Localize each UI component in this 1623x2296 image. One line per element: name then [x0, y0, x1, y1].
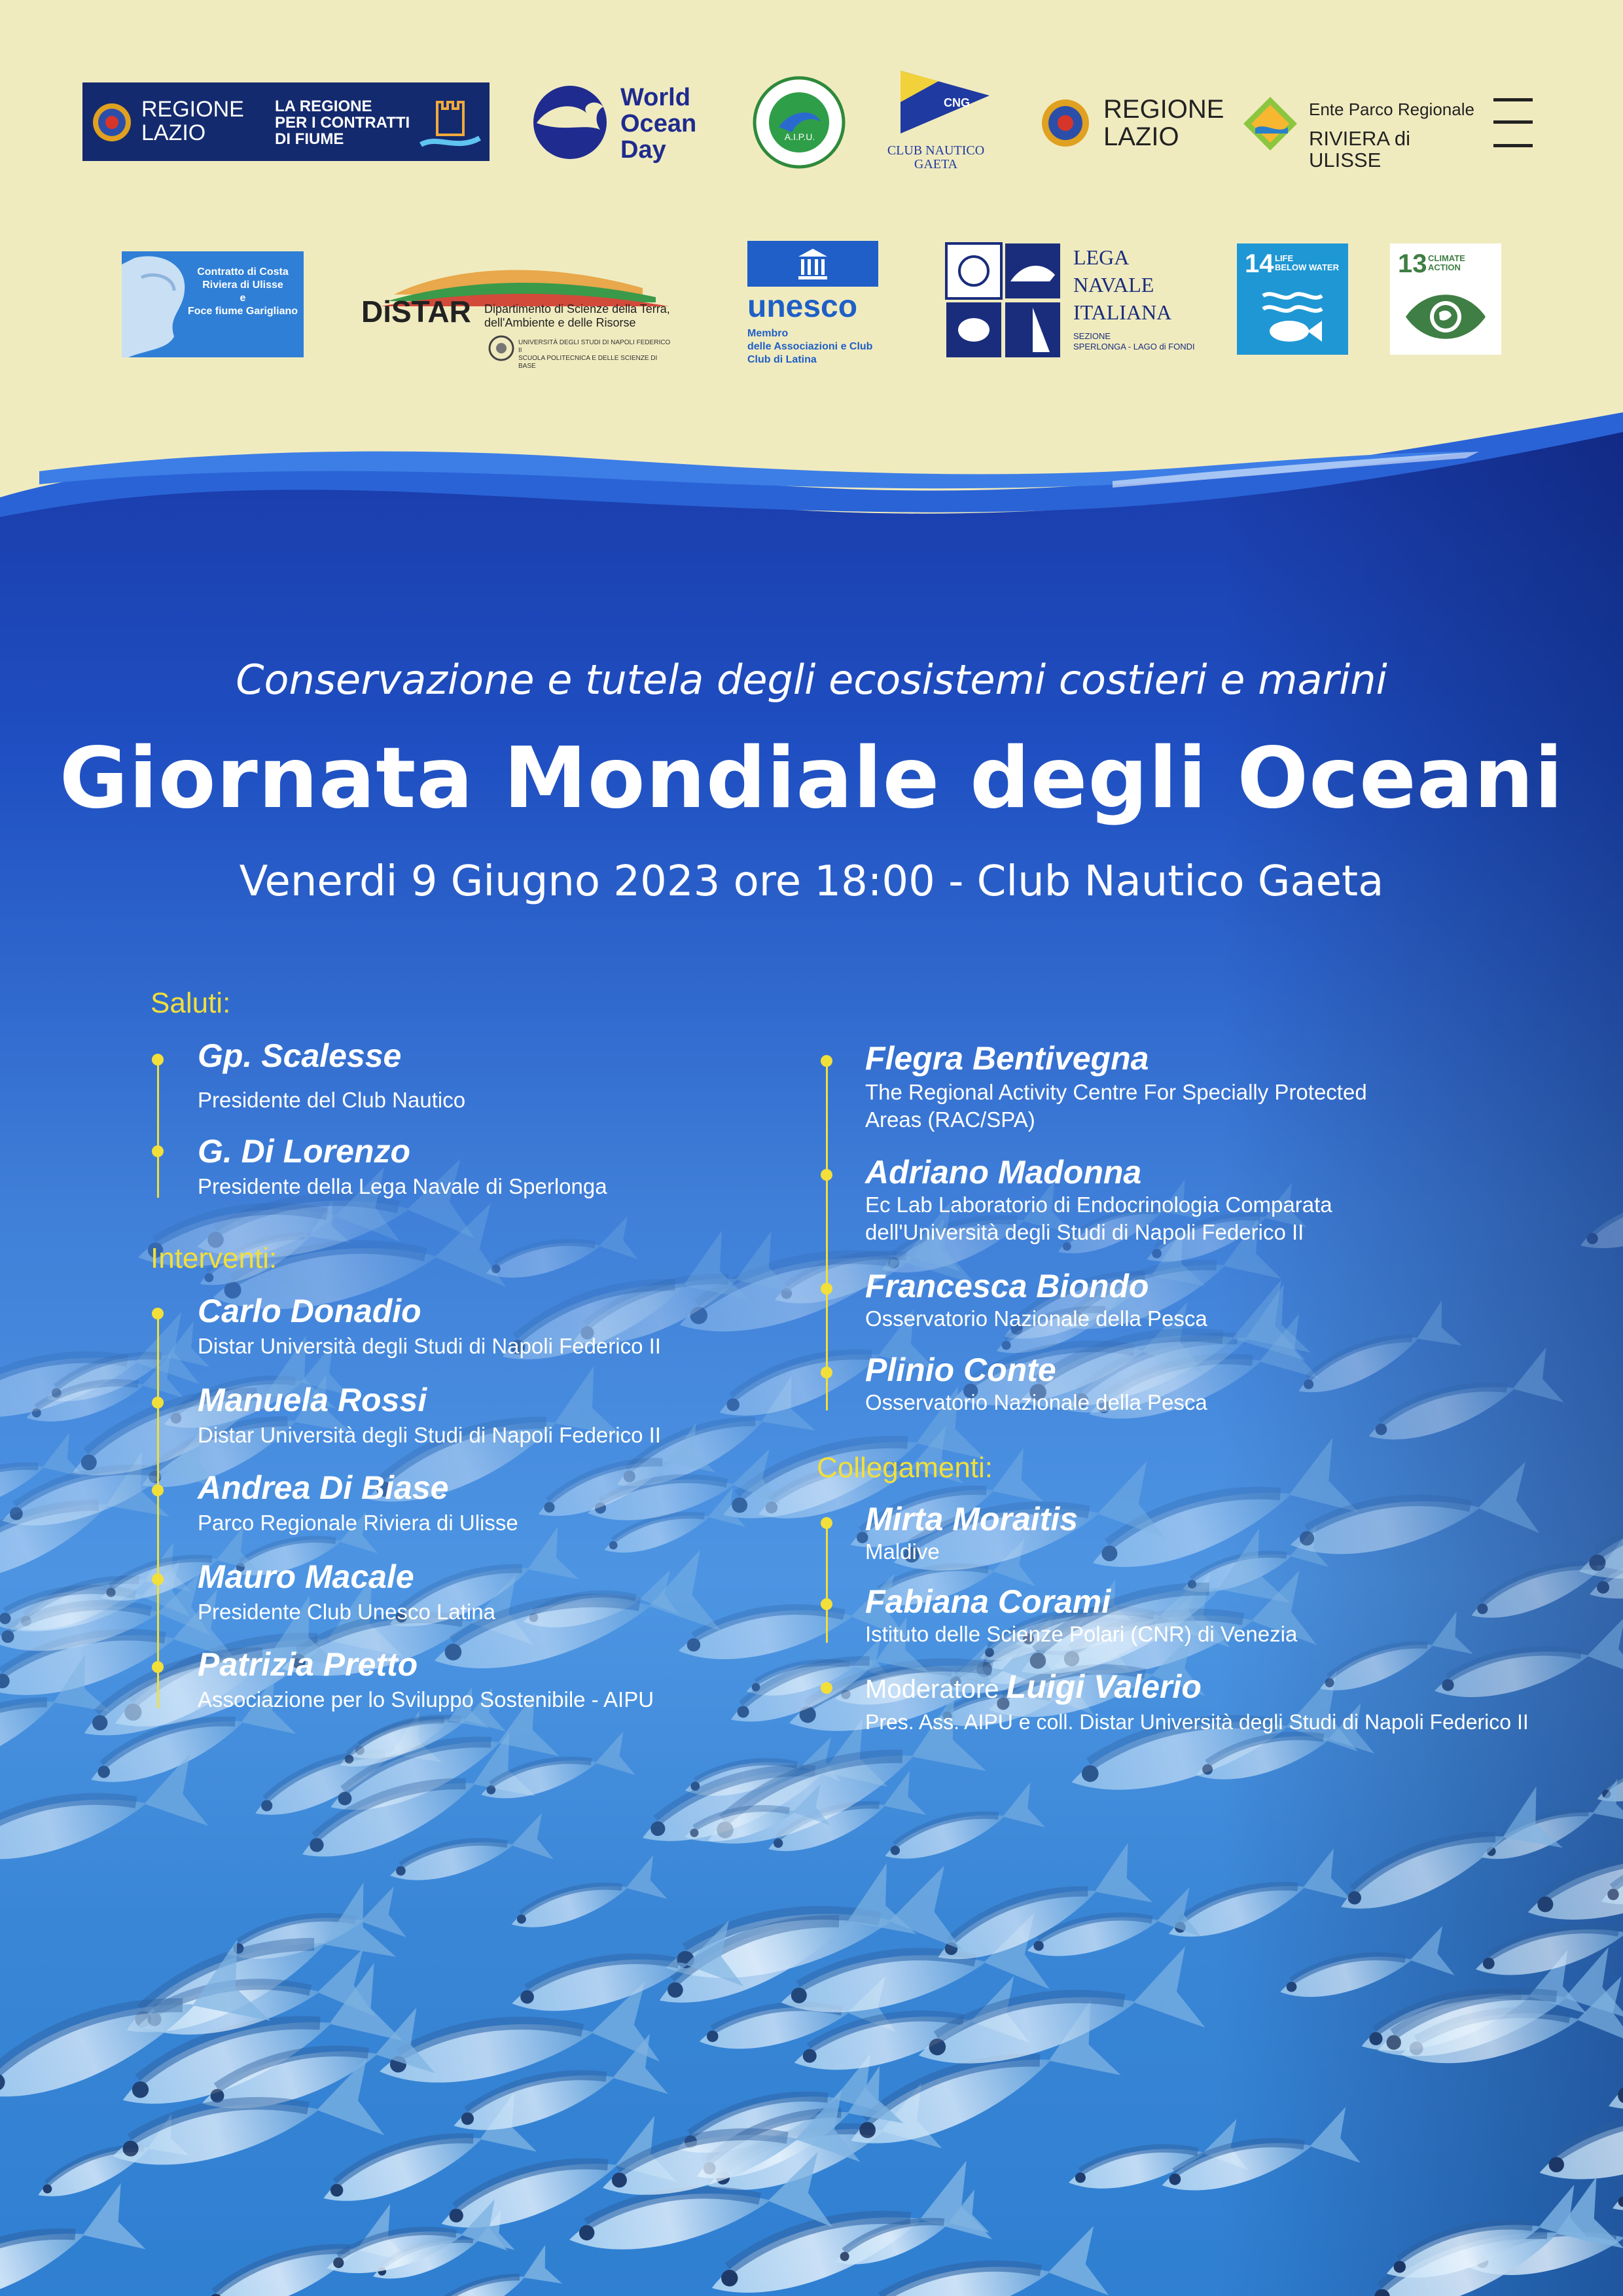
regione-lazio-logo-text: REGIONE LAZIO — [1103, 95, 1224, 151]
club-nautico-caption: CLUB NAUTICO GAETA — [887, 143, 985, 171]
speaker-name: G. Di Lorenzo — [198, 1133, 410, 1170]
interventi-right-timeline — [826, 1060, 828, 1410]
speaker-role: Istituto delle Scienze Polari (CNR) di Venezia — [865, 1622, 1298, 1646]
contratto-costa-logo — [122, 251, 304, 357]
club-nautico-gaeta-logo — [883, 69, 988, 175]
moderator-name: Luigi Valerio — [1006, 1668, 1202, 1705]
section-collegamenti: Collegamenti: — [817, 1452, 993, 1484]
speaker-name: Adriano Madonna — [865, 1154, 1142, 1191]
timeline-dot — [821, 1283, 832, 1295]
event-title: Giornata Mondiale degli Oceani — [59, 730, 1564, 827]
speaker-role: Distar Università degli Studi di Napoli Federico II — [198, 1423, 661, 1447]
saluti-timeline — [157, 1054, 159, 1198]
moderator-prefix: Moderatore — [865, 1675, 1007, 1704]
speaker-role: Distar Università degli Studi di Napoli Federico II — [198, 1334, 661, 1358]
fish-waves-icon — [1257, 288, 1329, 347]
speaker-role: Osservatorio Nazionale della Pesca — [865, 1390, 1207, 1414]
parco-line1: Ente Parco Regionale — [1309, 99, 1474, 119]
sdg13-label: CLIMATE ACTION — [1428, 253, 1465, 272]
timeline-dot — [821, 1367, 832, 1378]
speaker-role: Ec Lab Laboratorio di Endocrinologia Comparata dell'Università degli Studi di Napoli Federico II — [865, 1193, 1332, 1244]
speaker-name: Patrizia Pretto — [198, 1646, 418, 1683]
aipu-logo — [753, 76, 846, 169]
speaker-role: Presidente del Club Nautico — [198, 1088, 466, 1112]
distar-dept: Dipartimento di Scienze della Terra, dell'Ambiente e delle Risorse — [484, 302, 670, 329]
sdg14-label: LIFE BELOW WATER — [1275, 253, 1339, 272]
speaker-name: Gp. Scalesse — [198, 1037, 402, 1074]
interventi-timeline — [157, 1308, 159, 1708]
menu-icon[interactable] — [1493, 98, 1533, 148]
speaker-role: Presidente della Lega Navale di Sperlonga — [198, 1174, 607, 1198]
moderator-line — [865, 1668, 1202, 1706]
speaker-role: Parco Regionale Riviera di Ulisse — [198, 1511, 518, 1535]
section-interventi: Interventi: — [151, 1242, 277, 1274]
castle-river-icon — [418, 89, 483, 154]
distar-name: DiSTAR — [361, 295, 471, 329]
speaker-name: Plinio Conte — [865, 1352, 1056, 1388]
event-dateline: Venerdi 9 Giugno 2023 ore 18:00 - Club Nautico Gaeta — [239, 857, 1384, 906]
timeline-dot — [152, 1145, 164, 1157]
ocean-wave-icon — [531, 84, 609, 161]
event-subtitle: Conservazione e tutela degli ecosistemi costieri e marini — [236, 656, 1387, 704]
speaker-name: Carlo Donadio — [198, 1293, 421, 1329]
parco-riviera-ulisse-logo — [1242, 92, 1478, 171]
temple-icon — [797, 247, 829, 280]
lega-navale-logo — [945, 242, 1207, 359]
speaker-name: Francesca Biondo — [865, 1268, 1149, 1304]
timeline-dot — [152, 1054, 164, 1066]
regione-lazio-crest-icon — [1041, 98, 1090, 148]
timeline-dot — [821, 1598, 832, 1610]
unesco-temple-panel — [747, 241, 878, 287]
aipu-short-text: A.I.P.U. — [784, 132, 815, 142]
timeline-dot — [821, 1055, 832, 1067]
lega-navale-name: LEGA NAVALE ITALIANA — [1073, 245, 1172, 325]
timeline-dot — [152, 1308, 164, 1319]
parco-line2: RIVIERA di ULISSE — [1309, 127, 1411, 171]
contratto-costa-text: Contratto di Costa Riviera di Ulisse e Foce fiume Garigliano — [187, 266, 298, 317]
speaker-name: Flegra Bentivegna — [865, 1040, 1149, 1077]
timeline-dot — [821, 1169, 832, 1181]
sdg13-number: 13 — [1398, 249, 1427, 278]
distar-university: UNIVERSITÀ DEGLI STUDI DI NAPOLI FEDERICO II SCUOLA POLITECNICA E DELLE SCIENZE DI BASE — [518, 339, 671, 370]
sdg14-number: 14 — [1245, 249, 1274, 278]
timeline-dot — [152, 1397, 164, 1408]
speaker-name: Andrea Di Biase — [198, 1469, 449, 1506]
sdg14-logo — [1237, 243, 1348, 355]
world-ocean-day-logo — [531, 81, 712, 166]
speaker-name: Mirta Moraitis — [865, 1501, 1079, 1537]
speaker-role: Associazione per lo Sviluppo Sostenibile - AIPU — [198, 1687, 654, 1712]
timeline-dot — [152, 1661, 164, 1673]
speaker-role: Osservatorio Nazionale della Pesca — [865, 1306, 1207, 1331]
eye-globe-icon — [1403, 291, 1488, 343]
lega-navale-shield-icon — [945, 242, 1061, 359]
regione-lazio-contratti-fiume-logo — [82, 82, 490, 161]
collegamenti-timeline — [826, 1517, 828, 1643]
speaker-name: Manuela Rossi — [198, 1382, 427, 1418]
timeline-dot — [152, 1484, 164, 1496]
unesco-word: unesco — [747, 289, 858, 324]
regione-lazio-logo — [1041, 96, 1224, 151]
moderator-role: Pres. Ass. AIPU e coll. Distar Università degli Studi di Napoli Federico II — [865, 1710, 1529, 1734]
speaker-name: Fabiana Corami — [865, 1583, 1111, 1620]
section-saluti: Saluti: — [151, 987, 231, 1019]
sdg13-logo — [1390, 243, 1501, 355]
cng-flag-text: CNG — [944, 96, 970, 109]
timeline-dot — [152, 1573, 164, 1585]
distar-logo — [361, 255, 675, 370]
speaker-role: The Regional Activity Centre For Specially Protected Areas (RAC/SPA) — [865, 1080, 1367, 1132]
speaker-name: Mauro Macale — [198, 1558, 414, 1595]
regione-crest-icon — [92, 102, 132, 143]
aipu-emblem-icon — [753, 76, 846, 169]
parco-diamond-icon — [1242, 96, 1298, 152]
university-seal-icon — [488, 335, 514, 361]
contratti-fiume-text: LA REGIONE PER I CONTRATTI DI FIUME — [275, 98, 410, 149]
world-ocean-day-text: World Ocean Day — [620, 84, 697, 164]
speaker-role: Presidente Club Unesco Latina — [198, 1600, 495, 1624]
regione-lazio-text: REGIONE LAZIO — [141, 97, 244, 145]
lega-navale-section: SEZIONE SPERLONGA - LAGO di FONDI — [1073, 331, 1195, 351]
speaker-role: Maldive — [865, 1539, 940, 1564]
unesco-caption: Membro delle Associazioni e Club Club di Latina — [747, 328, 873, 365]
unesco-logo — [747, 241, 878, 372]
timeline-dot — [821, 1517, 832, 1529]
timeline-dot — [821, 1682, 832, 1694]
